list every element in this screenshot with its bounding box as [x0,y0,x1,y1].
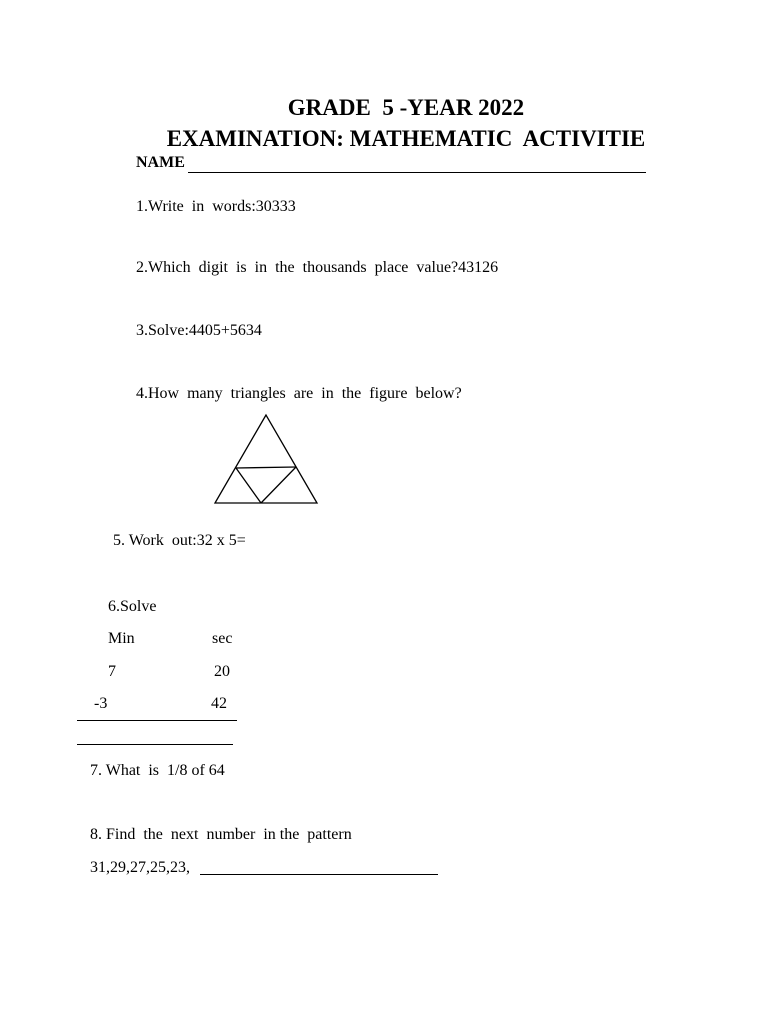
row2-min-value: -3 [94,695,108,712]
question-7: 7. What is 1/8 of 64 [90,762,225,779]
question-1: 1.Write in words:30333 [136,198,296,215]
title-line-2: EXAMINATION: MATHEMATIC ACTIVITIE [166,126,646,151]
pattern-sequence: 31,29,27,25,23, [90,859,190,876]
title-line-1: GRADE 5 -YEAR 2022 [287,95,525,120]
question-4: 4.How many triangles are in the figure below? [136,385,462,402]
question-6-label: 6.Solve [108,598,157,615]
name-label: NAME [136,154,185,171]
inner-horizontal-line [236,467,296,468]
row2-sec-value: 42 [211,695,227,712]
inner-left-line [236,468,261,503]
row1-min-value: 7 [108,663,116,680]
sec-column-header: sec [212,630,233,647]
pattern-answer-line[interactable] [200,874,438,875]
question-8: 8. Find the next number in the pattern [90,826,352,843]
row1-sec-value: 20 [214,663,230,680]
inner-right-line [261,467,296,503]
answer-line[interactable] [77,744,233,745]
outer-triangle [215,415,317,503]
triangle-figure [210,410,322,508]
question-3: 3.Solve:4405+5634 [136,322,262,339]
question-5: 5. Work out:32 x 5= [113,532,246,549]
name-answer-line[interactable] [188,172,646,173]
subtraction-line [77,720,237,721]
question-2: 2.Which digit is in the thousands place value?43126 [136,259,499,276]
min-column-header: Min [108,630,135,647]
